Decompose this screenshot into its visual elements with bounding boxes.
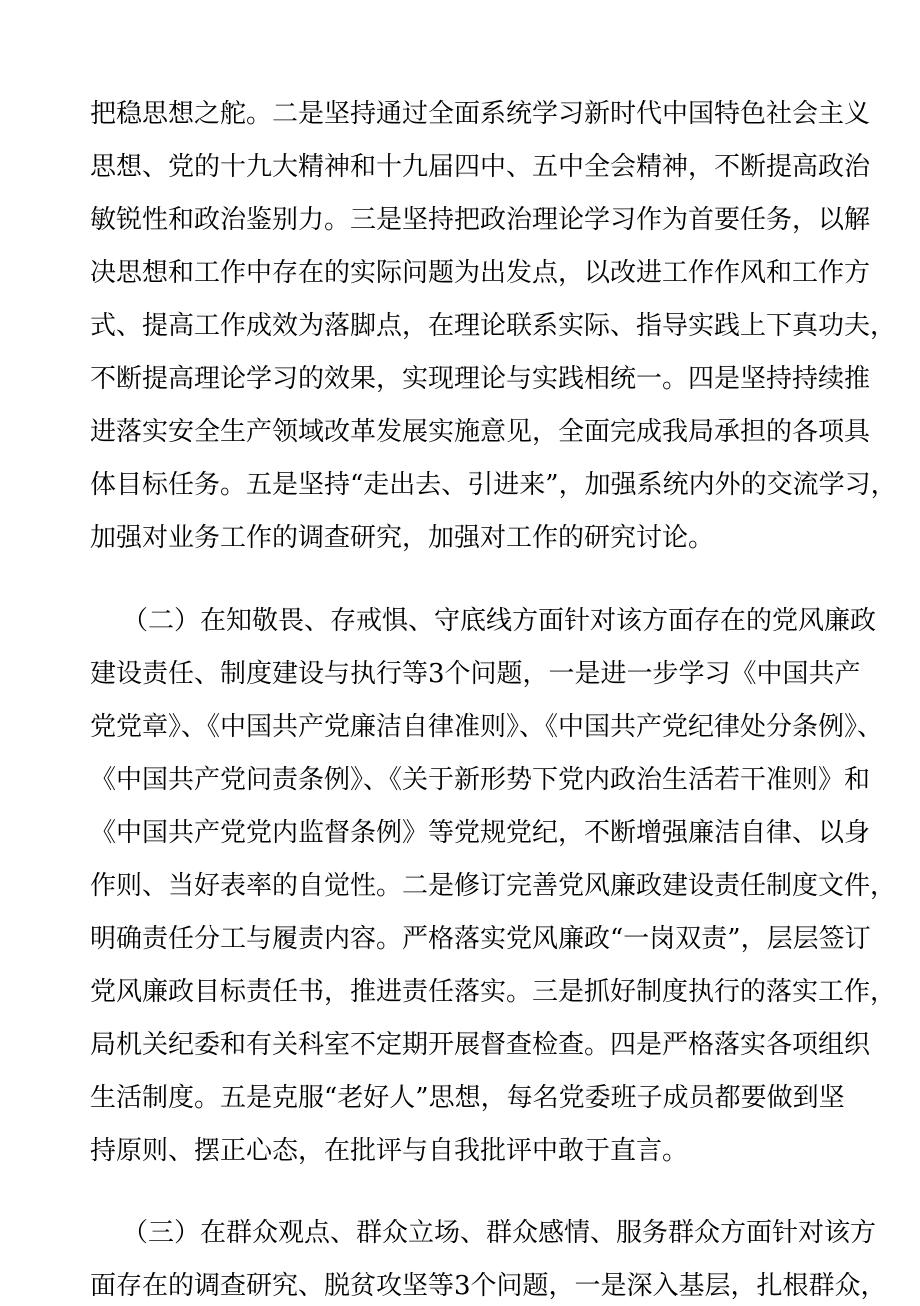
- text-line-1: 把稳思想之舵。二是坚持通过全面系统学习新时代中国特色社会主义: [90, 99, 871, 129]
- text-line-18: 局机关纪委和有关科室不定期开展督查检查。四是严格落实各项组织: [90, 1030, 871, 1060]
- text-line-5: 式、提高工作成效为落脚点，在理论联系实际、指导实践上下真功夫，: [90, 311, 897, 341]
- text-line-19: 生活制度。五是克服“老好人”思想，每名党委班子成员都要做到坚: [90, 1083, 845, 1113]
- text-line-14: 《中国共产党党内监督条例》等党规党纪，不断增强廉洁自律、以身: [90, 818, 871, 848]
- text-line-21: （三）在群众观点、群众立场、群众感情、服务群众方面针对该方: [122, 1218, 877, 1248]
- text-line-6: 不断提高理论学习的效果，实现理论与实践相统一。四是坚持持续推: [90, 364, 871, 394]
- text-line-10: （二）在知敬畏、存戒惧、守底线方面针对该方面存在的党风廉政: [122, 606, 877, 636]
- text-line-12: 党党章》、《中国共产党廉洁自律准则》、《中国共产党纪律处分条例》、: [90, 712, 884, 742]
- text-line-3: 敏锐性和政治鉴别力。三是坚持把政治理论学习作为首要任务，以解: [90, 205, 871, 235]
- text-line-2: 思想、党的十九大精神和十九届四中、五中全会精神，不断提高政治: [90, 152, 871, 182]
- text-line-9: 加强对业务工作的调查研究，加强对工作的研究讨论。: [90, 523, 715, 553]
- text-line-16: 明确责任分工与履责内容。严格落实党风廉政“一岗双责”，层层签订: [90, 924, 871, 954]
- text-line-4: 决思想和工作中存在的实际问题为出发点，以改进工作作风和工作方: [90, 258, 871, 288]
- text-line-7: 进落实安全生产领域改革发展实施意见，全面完成我局承担的各项具: [90, 417, 871, 447]
- text-line-17: 党风廉政目标责任书，推进责任落实。三是抓好制度执行的落实工作，: [90, 977, 897, 1007]
- text-line-8: 体目标任务。五是坚持“走出去、引进来”，加强系统内外的交流学习，: [90, 470, 897, 500]
- text-line-11: 建设责任、制度建设与执行等3个问题，一是进一步学习《中国共产: [90, 659, 861, 689]
- text-line-13: 《中国共产党问责条例》、《关于新形势下党内政治生活若干准则》和: [90, 765, 871, 795]
- text-line-15: 作则、当好表率的自觉性。二是修订完善党风廉政建设责任制度文件，: [90, 871, 897, 901]
- text-line-20: 持原则、摆正心态，在批评与自我批评中敢于直言。: [90, 1136, 689, 1166]
- text-line-22: 面存在的调查研究、脱贫攻坚等3个问题，一是深入基层，扎根群众，: [90, 1271, 887, 1301]
